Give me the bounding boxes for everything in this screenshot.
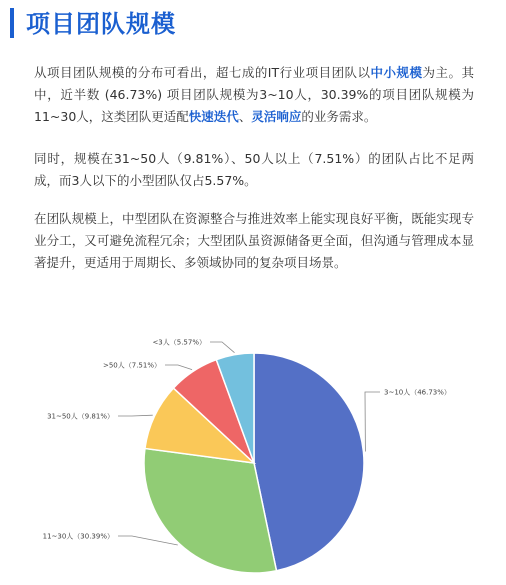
- pie-slice: [254, 353, 364, 571]
- paragraph-distribution: [34, 62, 474, 128]
- p1-text-3: 、: [238, 109, 252, 124]
- label-leader-line: [210, 342, 235, 353]
- slice-label: 11~30人（30.39%）: [42, 532, 114, 541]
- slice-label: 3~10人（46.73%）: [384, 388, 451, 397]
- paragraph-large-teams: 同时，规模在31~50人（9.81%）、50人以上（7.51%）的团队占比不足两成，而3人以下的小型团队仅占5.57%。: [34, 151, 474, 188]
- p1-text-4: 的业务需求。: [301, 109, 377, 124]
- label-leader-line: [365, 392, 380, 451]
- team-size-pie-chart: [0, 300, 506, 585]
- label-leader-line: [118, 415, 153, 416]
- slice-label: <3人（5.57%）: [152, 338, 206, 347]
- highlight-small-medium: 中小规模: [370, 65, 423, 80]
- label-leader-line: [118, 536, 178, 545]
- page-title: 项目团队规模: [26, 10, 176, 38]
- paragraph-analysis: 在团队规模上，中型团队在资源整合与推进效率上能实现良好平衡，既能实现专业分工，又可避免流程冗余；大型团队虽资源储备更全面，但沟通与管理成本显著提升，更适用于周期长、多领域协同的复杂项目场景。: [34, 211, 474, 270]
- highlight-fast-iteration: 快速迭代: [188, 109, 239, 124]
- highlight-flexible-response: 灵活响应: [251, 109, 302, 124]
- p1-text-1: 从项目团队规模的分布可看出，超七成的IT行业项目团队以: [34, 65, 371, 80]
- p1-text-2: 为主。其中，近半数 (46.73%) 项目团队规模为3~10人，30.39%的项目团队规模为11~30人，这类团队更适配: [34, 65, 474, 124]
- slice-label: 31~50人（9.81%）: [47, 412, 114, 421]
- slice-label: >50人（7.51%）: [102, 361, 161, 370]
- title-accent-bar: [10, 8, 14, 38]
- label-leader-line: [165, 365, 192, 370]
